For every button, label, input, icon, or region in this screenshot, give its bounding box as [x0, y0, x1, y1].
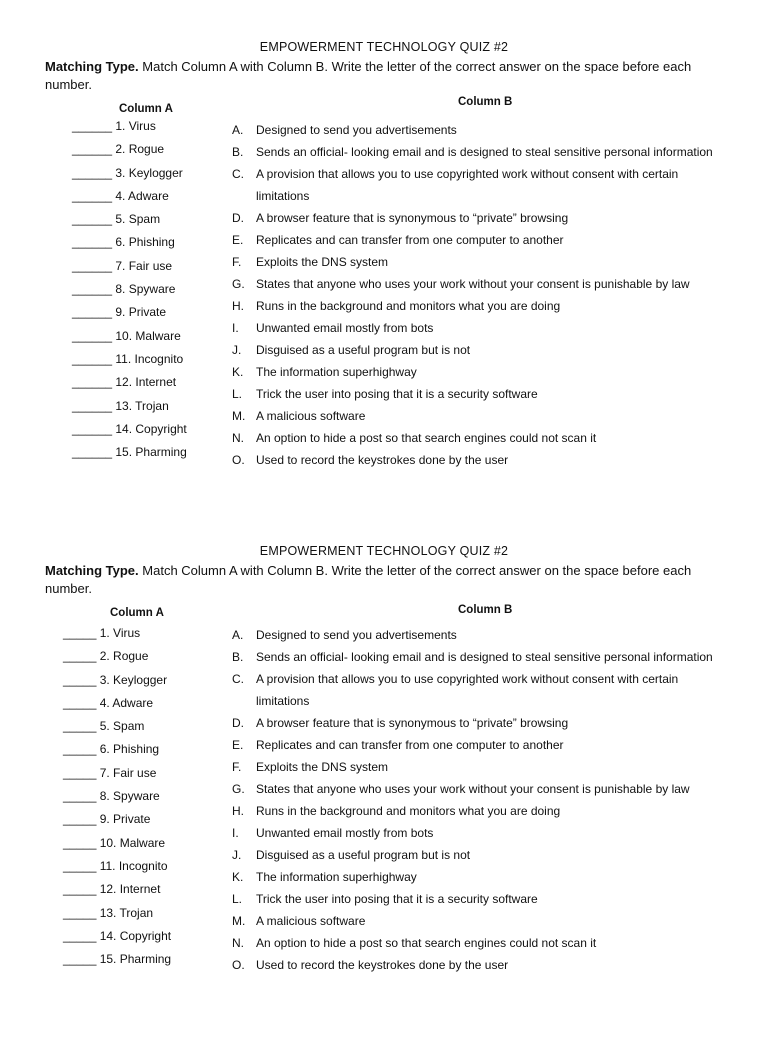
column-b-item — [232, 690, 752, 712]
column-b-item — [232, 800, 752, 822]
item-letter: F. — [232, 760, 242, 774]
column-a-item: ______ 4. Adware — [72, 188, 169, 203]
column-b-item — [232, 910, 752, 932]
item-letter: J. — [232, 848, 242, 862]
column-b-item — [232, 932, 752, 954]
item-letter: G. — [232, 782, 245, 796]
column-b-item — [232, 295, 752, 317]
item-text: Replicates and can transfer from one computer to another — [256, 233, 564, 247]
column-b-item — [232, 251, 752, 273]
item-letter: B. — [232, 650, 244, 664]
item-letter: H. — [232, 299, 244, 313]
item-text: Exploits the DNS system — [256, 760, 389, 774]
quiz-instructions — [45, 562, 735, 597]
item-text: Trick the user into posing that it is a security software — [256, 892, 538, 906]
column-a-item: _____ 15. Pharming — [63, 952, 172, 967]
column-a-header: Column A — [110, 607, 164, 619]
quiz-section-2 — [0, 544, 768, 1044]
column-a-item: ______ 1. Virus — [72, 119, 156, 133]
column-b-item — [232, 273, 752, 295]
item-text: The information superhighway — [256, 365, 417, 379]
item-letter: A. — [232, 628, 244, 642]
column-b-item — [232, 361, 752, 383]
column-a-item: ______ 8. Spyware — [72, 282, 176, 297]
item-letter: N. — [232, 431, 244, 445]
instruction-label: Matching Type. — [45, 59, 139, 74]
item-letter: E. — [232, 738, 244, 752]
item-text: A malicious software — [256, 914, 366, 928]
item-letter: I. — [232, 826, 239, 840]
column-a-item: _____ 13. Trojan — [63, 905, 154, 920]
quiz-title: EMPOWERMENT TECHNOLOGY QUIZ #2 — [259, 40, 509, 54]
column-a-item: ______ 13. Trojan — [72, 398, 169, 413]
item-letter: O. — [232, 958, 245, 972]
column-b-item — [232, 646, 752, 668]
column-b-header: Column B — [458, 96, 513, 108]
column-a-item: _____ 8. Spyware — [63, 789, 160, 804]
item-text: Exploits the DNS system — [256, 255, 389, 269]
column-a-item: ______ 14. Copyright — [72, 421, 187, 436]
item-letter: E. — [232, 233, 244, 247]
column-a-item: ______ 2. Rogue — [72, 142, 165, 157]
item-text: Used to record the keystrokes done by the user — [256, 453, 509, 467]
item-letter: H. — [232, 804, 244, 818]
column-b-item — [232, 185, 752, 207]
column-a-item: _____ 1. Virus — [63, 626, 141, 640]
item-letter: F. — [232, 255, 242, 269]
quiz-instructions — [45, 58, 735, 93]
column-b-header: Column B — [458, 604, 513, 616]
instruction-text: Match Column A with Column B. Write the letter of the correct answer on the space before each number. — [45, 59, 692, 92]
item-letter: K. — [232, 870, 244, 884]
column-a-item: _____ 4. Adware — [63, 695, 154, 710]
column-b-item — [232, 163, 752, 185]
column-b-item — [232, 449, 752, 471]
column-b-item — [232, 339, 752, 361]
item-letter: K. — [232, 365, 244, 379]
column-b-item — [232, 734, 752, 756]
column-b-item — [232, 383, 752, 405]
item-letter: L. — [232, 892, 243, 906]
column-a-item: ______ 6. Phishing — [72, 235, 175, 250]
column-a-item: _____ 9. Private — [63, 812, 151, 827]
quiz-title: EMPOWERMENT TECHNOLOGY QUIZ #2 — [259, 544, 509, 558]
item-text: Runs in the background and monitors what you are doing — [256, 804, 561, 818]
column-a-item: _____ 6. Phishing — [63, 742, 160, 757]
item-text: A browser feature that is synonymous to “private” browsing — [256, 211, 569, 225]
item-text: Designed to send you advertisements — [256, 123, 457, 137]
item-text: Used to record the keystrokes done by the user — [256, 958, 509, 972]
item-letter: A. — [232, 123, 244, 137]
column-a-item: ______ 10. Malware — [72, 328, 181, 343]
item-text: A provision that allows you to use copyrighted work without consent with certain — [256, 672, 679, 686]
column-a-header: Column A — [119, 103, 173, 115]
column-b-item — [232, 712, 752, 734]
column-b-item — [232, 427, 752, 449]
column-b-item — [232, 954, 752, 976]
column-a-item: ______ 7. Fair use — [72, 258, 173, 273]
item-text: Sends an official- looking email and is designed to steal sensitive personal information — [256, 145, 713, 159]
column-b-item — [232, 844, 752, 866]
column-a-item: _____ 7. Fair use — [63, 765, 157, 780]
item-text: limitations — [256, 189, 310, 203]
column-b-item — [232, 119, 752, 141]
column-a-item: ______ 9. Private — [72, 305, 167, 320]
item-text: A malicious software — [256, 409, 366, 423]
item-text: Designed to send you advertisements — [256, 628, 457, 642]
item-text: Sends an official- looking email and is designed to steal sensitive personal information — [256, 650, 713, 664]
item-letter: C. — [232, 167, 244, 181]
item-text: Trick the user into posing that it is a security software — [256, 387, 538, 401]
item-text: States that anyone who uses your work without your consent is punishable by law — [256, 277, 690, 291]
column-b-list — [232, 119, 752, 471]
column-b-item — [232, 756, 752, 778]
item-letter: L. — [232, 387, 243, 401]
column-a-item: _____ 12. Internet — [63, 882, 161, 897]
column-b-item — [232, 317, 752, 339]
column-b-item — [232, 229, 752, 251]
column-b-item — [232, 405, 752, 427]
column-a-item: ______ 15. Pharming — [72, 445, 187, 460]
item-letter: D. — [232, 716, 244, 730]
item-letter: B. — [232, 145, 244, 159]
instruction-label: Matching Type. — [45, 563, 139, 578]
item-text: Runs in the background and monitors what you are doing — [256, 299, 561, 313]
column-a-item: _____ 11. Incognito — [63, 858, 168, 873]
item-letter: M. — [232, 914, 246, 928]
item-letter: N. — [232, 936, 244, 950]
column-b-item — [232, 822, 752, 844]
item-letter: I. — [232, 321, 239, 335]
item-letter: D. — [232, 211, 244, 225]
item-text: Disguised as a useful program but is not — [256, 343, 471, 357]
column-a-item: _____ 5. Spam — [63, 719, 145, 734]
column-a-item: ______ 3. Keylogger — [72, 165, 183, 180]
item-text: Unwanted email mostly from bots — [256, 321, 434, 335]
column-a-item: ______ 11. Incognito — [72, 351, 184, 366]
column-b-item — [232, 866, 752, 888]
item-letter: J. — [232, 343, 242, 357]
column-b-item — [232, 888, 752, 910]
item-text: Disguised as a useful program but is not — [256, 848, 471, 862]
column-a-list — [72, 119, 187, 468]
column-b-list — [232, 624, 752, 976]
column-a-item: ______ 12. Internet — [72, 375, 177, 390]
instruction-text: Match Column A with Column B. Write the letter of the correct answer on the space before each number. — [45, 563, 692, 596]
column-b-item — [232, 624, 752, 646]
column-a-item: _____ 3. Keylogger — [63, 672, 168, 687]
item-text: A provision that allows you to use copyrighted work without consent with certain — [256, 167, 679, 181]
column-b-item — [232, 141, 752, 163]
item-text: An option to hide a post so that search engines could not scan it — [256, 431, 597, 445]
item-letter: M. — [232, 409, 246, 423]
item-text: Replicates and can transfer from one computer to another — [256, 738, 564, 752]
column-a-item: _____ 2. Rogue — [63, 649, 149, 664]
item-text: Unwanted email mostly from bots — [256, 826, 434, 840]
column-b-item — [232, 207, 752, 229]
column-a-item: ______ 5. Spam — [72, 212, 161, 227]
item-text: limitations — [256, 694, 310, 708]
column-a-item: _____ 10. Malware — [63, 835, 166, 850]
quiz-section-1 — [0, 40, 768, 540]
item-text: An option to hide a post so that search engines could not scan it — [256, 936, 597, 950]
column-b-item — [232, 668, 752, 690]
item-letter: G. — [232, 277, 245, 291]
item-text: The information superhighway — [256, 870, 417, 884]
item-letter: C. — [232, 672, 244, 686]
item-text: A browser feature that is synonymous to “private” browsing — [256, 716, 569, 730]
column-a-item: _____ 14. Copyright — [63, 928, 172, 943]
item-text: States that anyone who uses your work without your consent is punishable by law — [256, 782, 690, 796]
column-b-item — [232, 778, 752, 800]
column-a-list — [63, 626, 171, 975]
item-letter: O. — [232, 453, 245, 467]
